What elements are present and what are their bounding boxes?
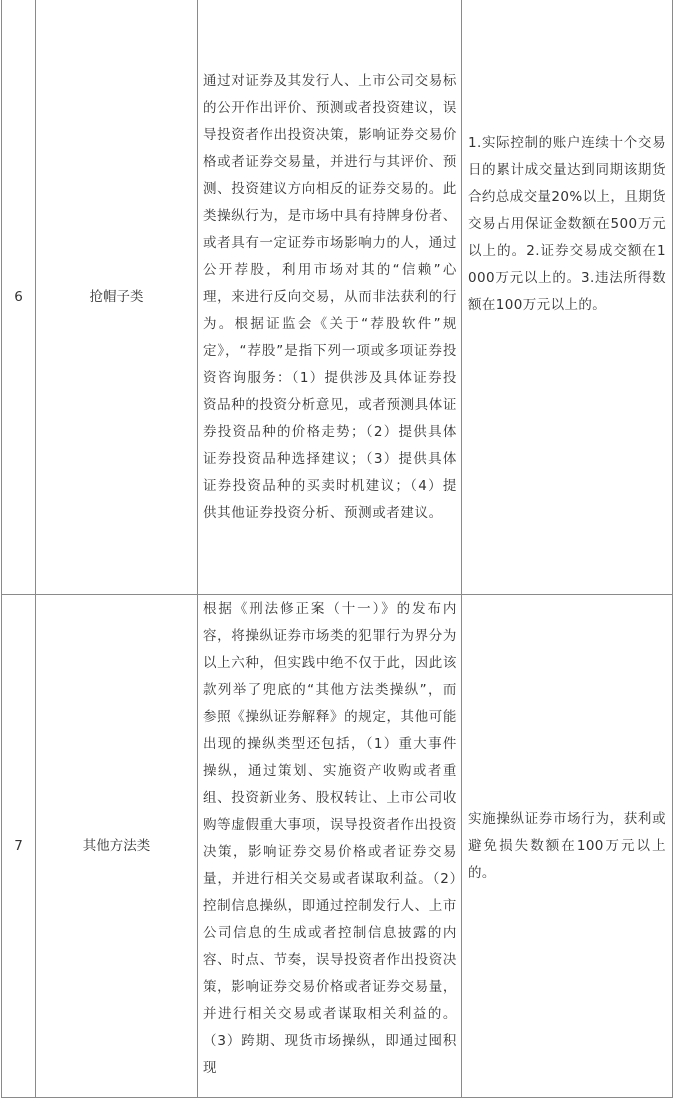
manipulation-description: 通过对证券及其发行人、上市公司交易标的公开作出评价、预测或者投资建议，误导投资者作出投资决策，影响证券交易价格或者证券交易量，并进行与其评价、预测、投资建议方向相反的证券交易的。此类操纵行为，是市场中具有持牌身份者、或者具有一定证券市场影响力的人，通过公开荐股，利用市场对其的“信赖”心理，来进行反向交易，从而非法获利的行为。根据证监会《关于“荐股软件”规定》，“荐股”是指下列一项或多项证券投资咨询服务：（1）提供涉及具体证券投资品种的投资分析意见，或者预测具体证券投资品种的价格走势；（2）提供具体证券投资品种选择建议；（3）提供具体证券投资品种的买卖时机建议；（4）提供其他证券投资分析、预测或者建议。 <box>198 0 462 595</box>
manipulation-type: 其他方法类 <box>36 595 198 1098</box>
prosecution-standard: 实施操纵证券市场行为，获利或避免损失数额在100万元以上的。 <box>462 595 673 1098</box>
row-number: 6 <box>2 0 36 595</box>
row-number: 7 <box>2 595 36 1098</box>
manipulation-type: 抢帽子类 <box>36 0 198 595</box>
prosecution-standard: 1.实际控制的账户连续十个交易日的累计成交量达到同期该期货合约总成交量20%以上，且期货交易占用保证金数额在500万元以上的。2.证券交易成交额在1000万元以上的。3.违法所得数额在100万元以上的。 <box>462 0 673 595</box>
table-row <box>2 0 673 595</box>
manipulation-description: 根据《刑法修正案（十一）》的发布内容，将操纵证券市场类的犯罪行为界分为以上六种，但实践中绝不仅于此，因此该款列举了兜底的“其他方法类操纵”，而参照《操纵证券解释》的规定，其他可能出现的操纵类型还包括，（1）重大事件操纵，通过策划、实施资产收购或者重组、投资新业务、股权转让、上市公司收购等虚假重大事项，误导投资者作出投资决策，影响证券交易价格或者证券交易量，并进行相关交易或者谋取利益。（2）控制信息操纵，即通过控制发行人、上市公司信息的生成或者控制信息披露的内容、时点、节奏，误导投资者作出投资决策，影响证券交易价格或者证券交易量，并进行相关交易或者谋取相关利益的。（3）跨期、现货市场操纵，即通过囤积现 <box>198 595 462 1098</box>
manipulation-table <box>1 0 673 1098</box>
table-row <box>2 595 673 1098</box>
